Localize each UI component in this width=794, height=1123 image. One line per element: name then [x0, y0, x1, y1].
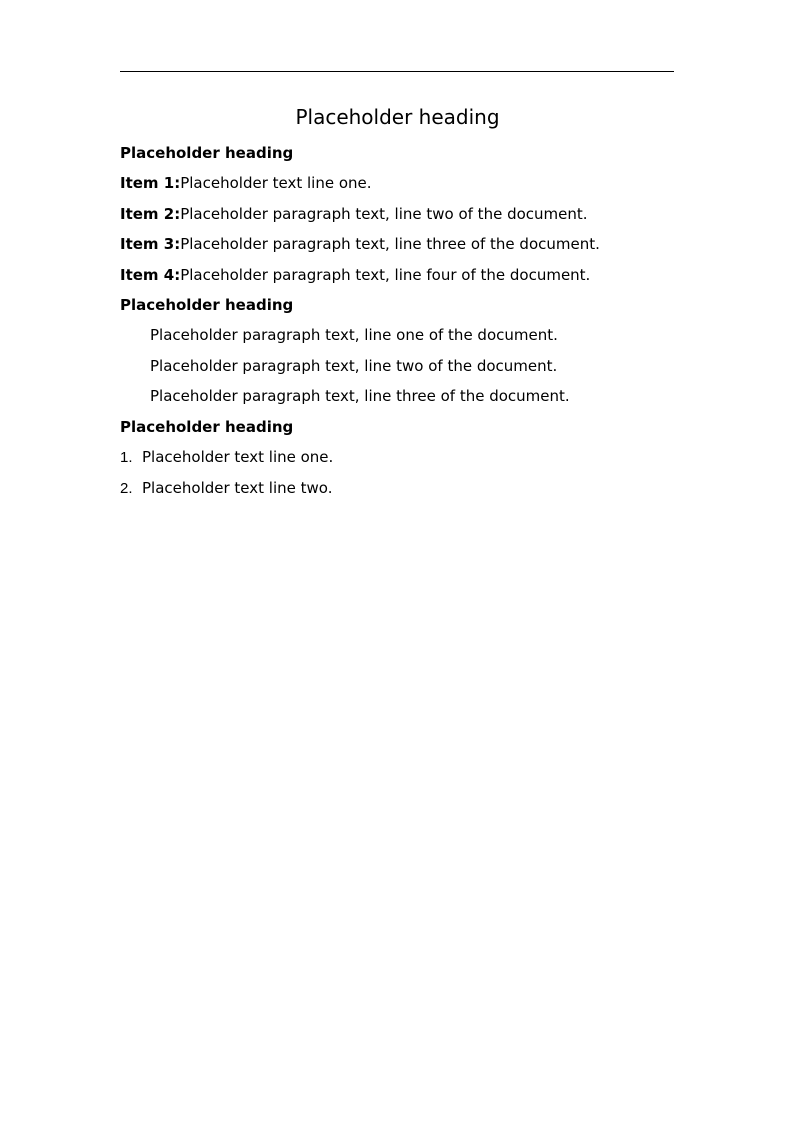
- list-text: Placeholder text line one.: [142, 447, 334, 466]
- goal-text: Placeholder paragraph text, line three of the document.: [180, 235, 600, 253]
- section-heading-teaching-goals: Placeholder heading: [120, 417, 294, 436]
- analysis-paragraph: Placeholder paragraph text, line three of the document.: [150, 387, 570, 405]
- document-body: [120, 100, 675, 505]
- analysis-paragraph: Placeholder paragraph text, line one of the document.: [150, 326, 558, 344]
- goal-item-thinking-ability: [120, 229, 675, 260]
- goal-text: Placeholder paragraph text, line two of the document.: [180, 204, 588, 223]
- goal-text: Placeholder paragraph text, line four of the document.: [180, 265, 591, 284]
- goal-item-language-application: [120, 199, 675, 230]
- analysis-paragraph: Placeholder paragraph text, line two of the document.: [150, 356, 558, 375]
- header-rule: [120, 71, 674, 72]
- list-number: 2.: [120, 480, 133, 497]
- teaching-goal-item: [120, 442, 675, 474]
- document-title: Placeholder heading: [295, 105, 500, 129]
- goal-label: Item 4:: [120, 265, 181, 284]
- goal-item-cultural-confidence: [120, 168, 675, 199]
- goal-label: Item 2:: [120, 204, 181, 223]
- section-heading-pre-lesson: Placeholder heading: [120, 296, 294, 314]
- section-teaching-goals: [120, 412, 675, 505]
- list-number: 1.: [120, 448, 133, 466]
- goal-label: Item 3:: [120, 235, 181, 253]
- list-text: Placeholder text line two.: [142, 479, 333, 497]
- goal-text: Placeholder text line one.: [180, 174, 372, 192]
- goal-label: Item 1:: [120, 174, 181, 192]
- section-core-goals: [120, 138, 675, 290]
- goal-item-aesthetic-creation: [120, 260, 675, 291]
- section-heading-core-goals: Placeholder heading: [120, 144, 294, 162]
- teaching-goal-item: [120, 473, 675, 505]
- section-pre-lesson: [120, 290, 675, 412]
